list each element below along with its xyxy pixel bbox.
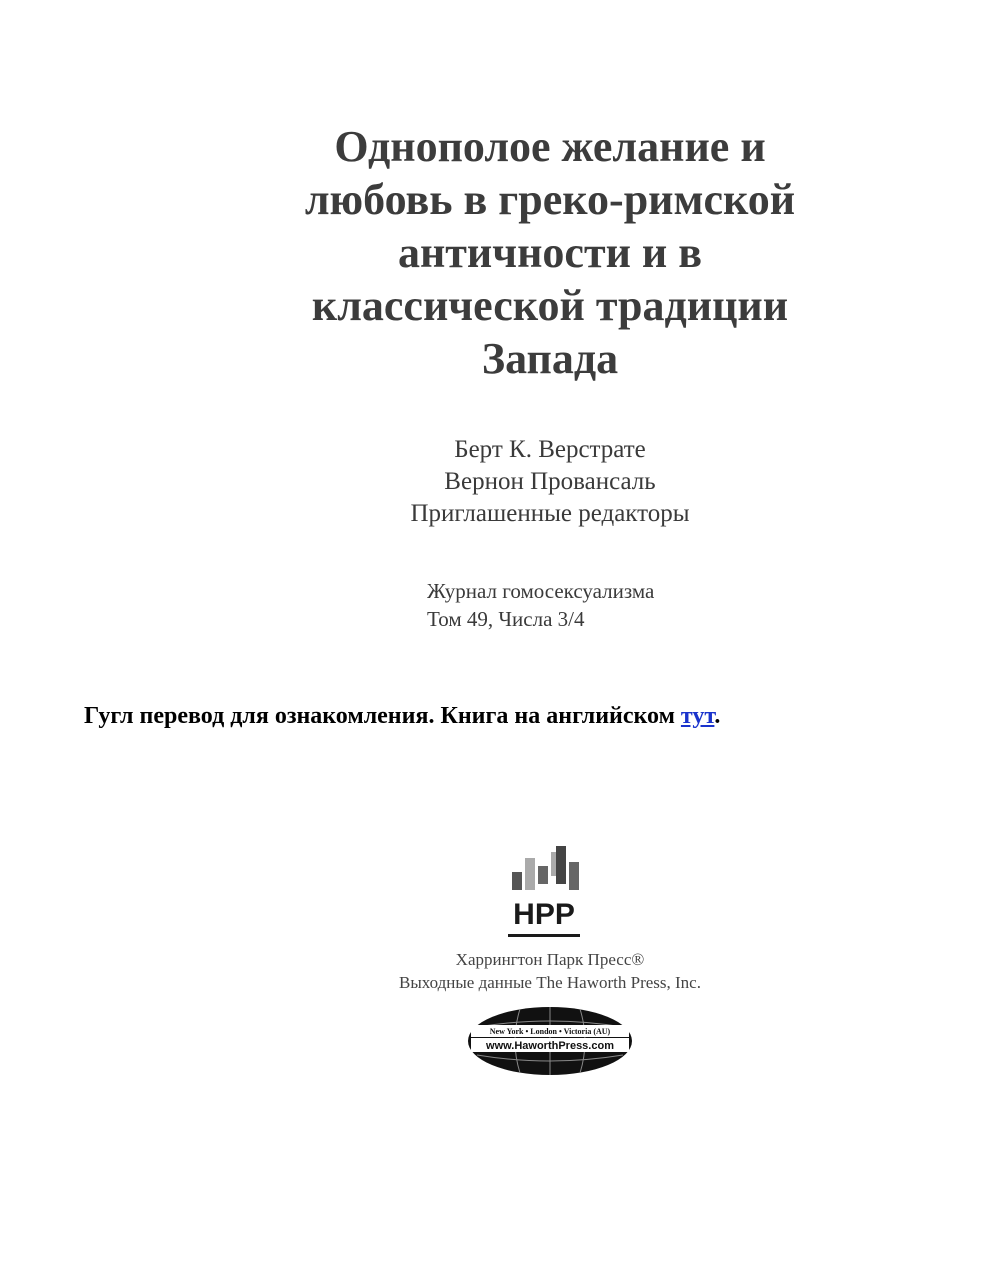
- notice-trailing: .: [714, 703, 721, 729]
- logo-bar-6: [569, 862, 579, 890]
- notice-text: Гугл перевод для ознакомления. Книга на английском: [84, 703, 681, 729]
- title-line-3: античности и в: [397, 228, 703, 277]
- logo-bar-1: [512, 872, 522, 890]
- book-title: [250, 120, 850, 385]
- journal-block: [427, 577, 654, 633]
- editor-name-2: Вернон Провансаль: [444, 468, 656, 495]
- title-line-1: Однополое желание и: [334, 122, 766, 171]
- globe-cities: New York • London • Victoria (AU): [489, 1027, 611, 1036]
- logo-bar-3: [538, 866, 548, 884]
- logo-text: HPP: [513, 898, 575, 931]
- title-line-4: классической традиции: [311, 281, 789, 330]
- journal-issue: Том 49, Числа 3/4: [427, 607, 585, 631]
- publisher-imprint: Выходные данные The Haworth Press, Inc.: [399, 973, 701, 992]
- logo-bar-2: [525, 858, 535, 890]
- globe-url: www.HaworthPress.com: [486, 1040, 614, 1052]
- hpp-logo: [508, 844, 588, 940]
- title-line-5: Запада: [481, 334, 619, 383]
- logo-bar-5: [556, 846, 566, 884]
- translation-notice: [84, 703, 720, 730]
- publisher-name: Харрингтон Парк Пресс®: [455, 950, 645, 969]
- english-book-link[interactable]: тут: [680, 703, 715, 729]
- editor-name-1: Берт К. Верстрате: [454, 436, 646, 463]
- editors-block: [330, 434, 770, 530]
- logo-underline: [508, 934, 580, 937]
- title-line-2: любовь в греко-римской: [304, 175, 796, 224]
- journal-name: Журнал гомосексуализма: [427, 579, 655, 603]
- publisher-block: [300, 948, 800, 994]
- haworth-globe-logo: [465, 1005, 635, 1077]
- editors-role: Приглашенные редакторы: [410, 500, 690, 527]
